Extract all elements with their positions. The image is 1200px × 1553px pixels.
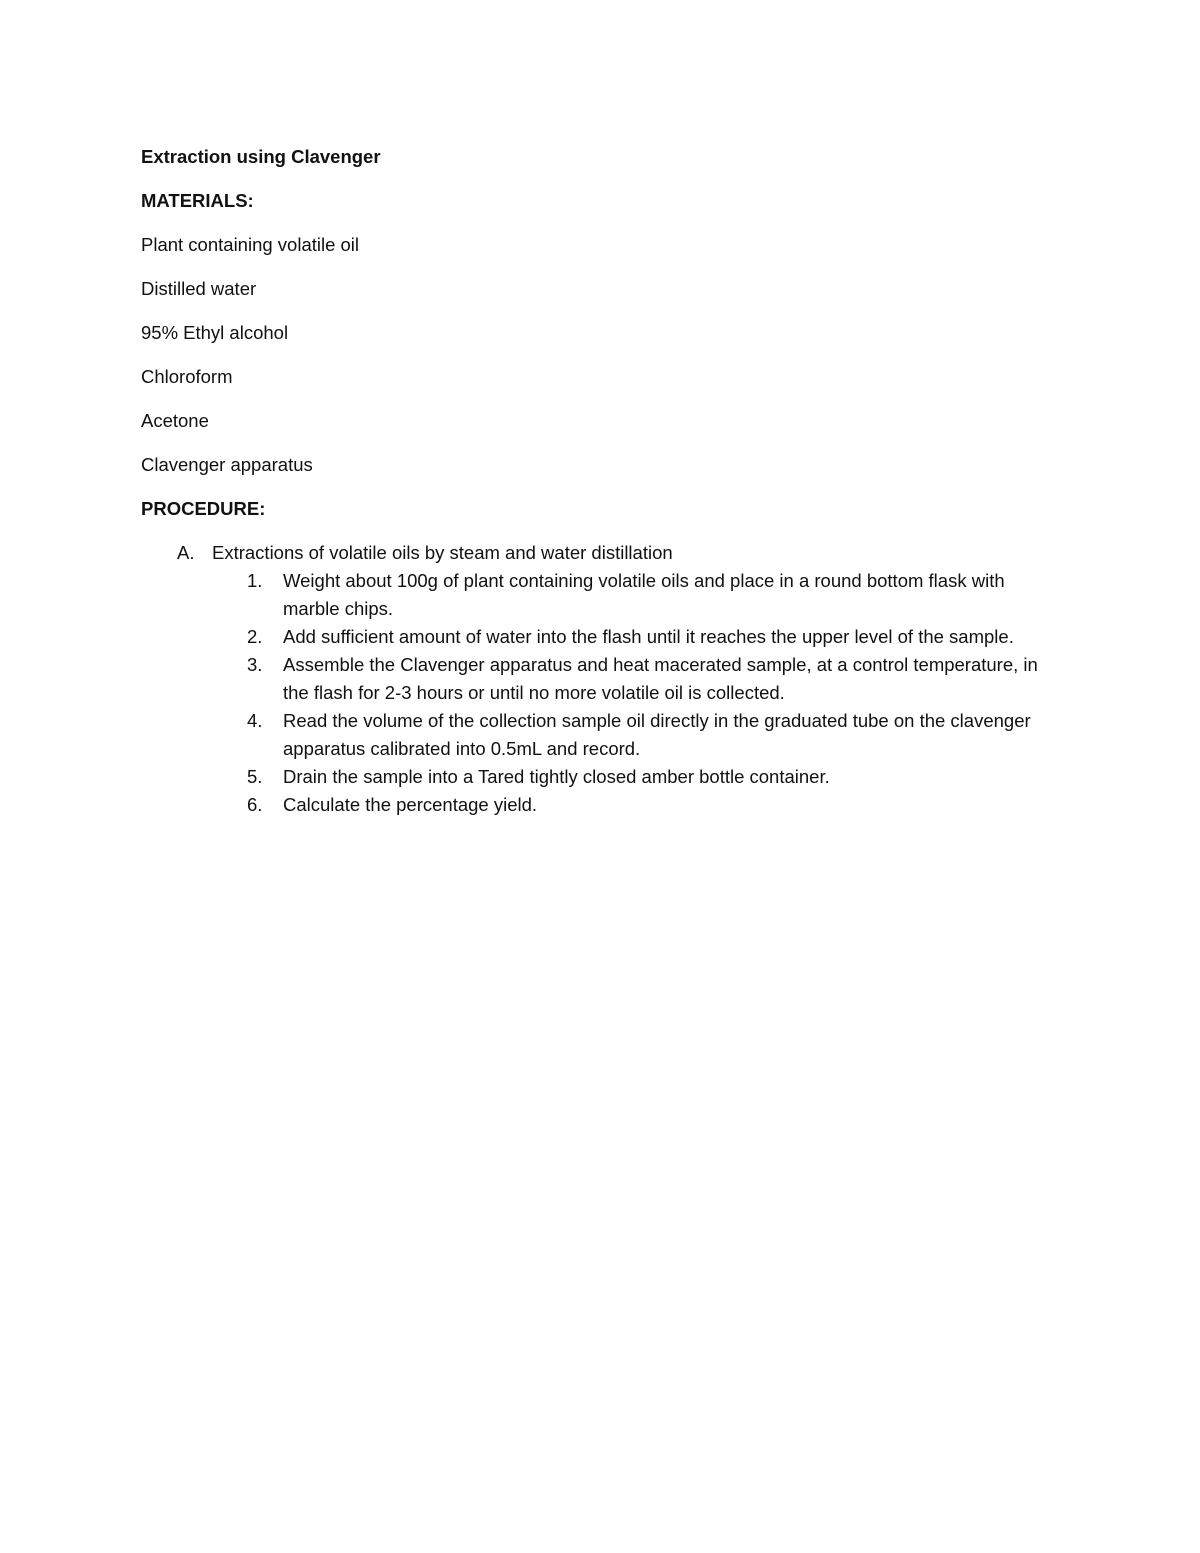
step-number: 1. (247, 570, 263, 591)
procedure-heading: PROCEDURE: (141, 498, 266, 519)
material-item: Chloroform (141, 366, 233, 387)
procedure-section-label: Extractions of volatile oils by steam and water distillation (212, 542, 673, 563)
procedure-step (212, 567, 1041, 623)
step-text: Calculate the percentage yield. (283, 794, 538, 815)
material-item: 95% Ethyl alcohol (141, 322, 289, 343)
material-item: Distilled water (141, 278, 257, 299)
procedure-step (212, 707, 1041, 763)
step-text: Weight about 100g of plant containing volatile oils and place in a round bottom flask with marble chips. (283, 570, 1005, 619)
material-item: Plant containing volatile oil (141, 234, 360, 255)
procedure-list (141, 539, 1041, 819)
procedure-step (212, 623, 1041, 651)
procedure-section (141, 539, 1041, 819)
step-number: 5. (247, 766, 263, 787)
step-number: 2. (247, 626, 263, 647)
step-text: Drain the sample into a Tared tightly closed amber bottle container. (283, 766, 830, 787)
procedure-step (212, 791, 1041, 819)
step-number: 4. (247, 710, 263, 731)
step-number: 3. (247, 654, 263, 675)
procedure-step (212, 763, 1041, 791)
procedure-steps (212, 567, 1041, 819)
document-title: Extraction using Clavenger (141, 146, 381, 167)
material-item: Acetone (141, 410, 209, 431)
step-text: Add sufficient amount of water into the flash until it reaches the upper level of the sample. (283, 626, 1014, 647)
materials-heading: MATERIALS: (141, 190, 254, 211)
material-item: Clavenger apparatus (141, 454, 313, 475)
step-text: Assemble the Clavenger apparatus and heat macerated sample, at a control temperature, in the flash for 2-3 hours or until no more volatile oil is collected. (283, 654, 1038, 703)
step-text: Read the volume of the collection sample oil directly in the graduated tube on the clavenger apparatus calibrated into 0.5mL and record. (283, 710, 1031, 759)
procedure-section-marker: A. (177, 542, 195, 563)
step-number: 6. (247, 794, 263, 815)
document-body (141, 143, 1041, 819)
procedure-step (212, 651, 1041, 707)
